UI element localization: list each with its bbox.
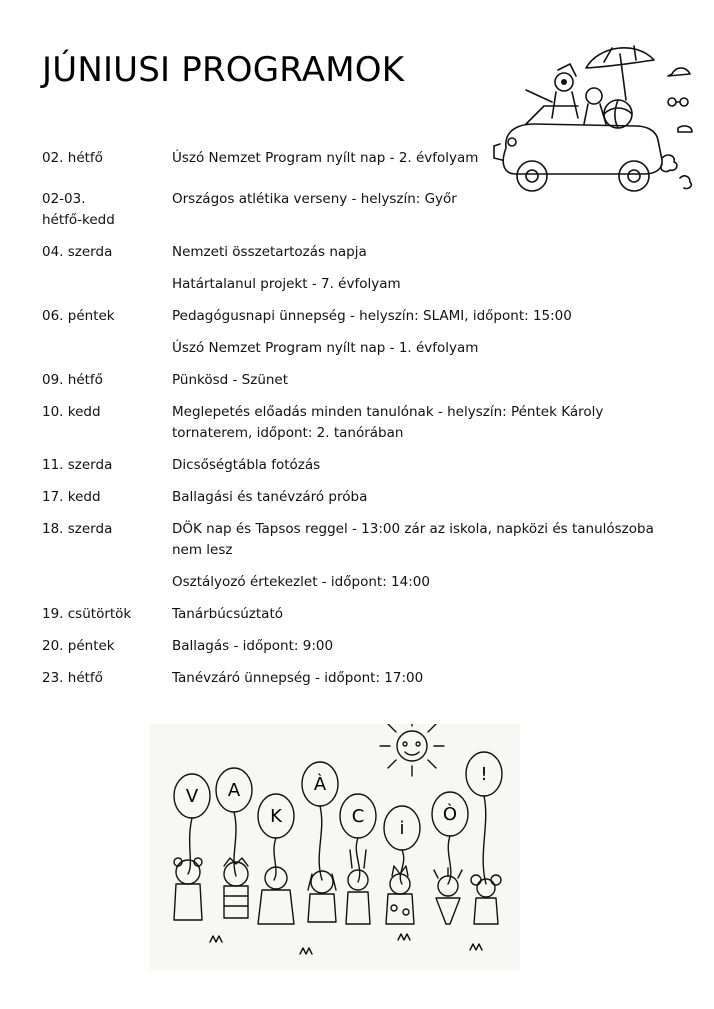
schedule-date: 09. hétfő [42,372,103,388]
schedule-row [42,402,682,444]
schedule-row [42,274,682,295]
balloon-letter: V [185,786,199,807]
schedule-date: 11. szerda [42,457,113,473]
schedule-row [42,242,682,263]
schedule-event: Úszó Nemzet Program nyílt nap - 2. évfolyam [172,150,479,166]
schedule-row [42,148,682,169]
schedule-event: Pünkösd - Szünet [172,372,289,388]
balloon-illustration [150,724,520,970]
schedule-event: Tanévzáró ünnepség - időpont: 17:00 [172,670,424,686]
schedule-row [42,487,682,508]
schedule-row [42,668,682,689]
balloon-letter: ! [480,764,488,785]
schedule-row [42,306,682,327]
page-title: JÚNIUSI PROGRAMOK [42,50,405,90]
schedule-row [42,338,682,359]
schedule-event: Országos atlétika verseny - helyszín: Győr [172,191,457,207]
program-schedule [42,148,682,689]
balloon-letter: À [313,774,327,795]
schedule-event: DÖK nap és Tapsos reggel - 13:00 zár az iskola, napközi és tanulószoba nem lesz [172,521,654,558]
schedule-date: 17. kedd [42,489,101,505]
schedule-date [42,338,172,359]
schedule-date [42,274,172,295]
schedule-row [42,519,682,561]
schedule-row [42,189,682,231]
schedule-date: 10. kedd [42,404,101,420]
schedule-event: Ballagás - időpont: 9:00 [172,638,334,654]
schedule-event: Dicsőségtábla fotózás [172,457,321,473]
schedule-event: Tanárbúcsúztató [172,606,284,622]
schedule-event: Osztályozó értekezlet - időpont: 14:00 [172,574,430,590]
schedule-date: 18. szerda [42,521,113,537]
schedule-date: 04. szerda [42,244,113,260]
schedule-event: Nemzeti összetartozás napja [172,244,367,260]
schedule-date: 02. hétfő [42,150,103,166]
schedule-date: 20. péntek [42,638,115,654]
balloon-letter: C [351,806,365,827]
schedule-date: 02-03. hétfő-kedd [42,191,115,228]
schedule-event: Pedagógusnapi ünnepség - helyszín: SLAMI, időpont: 15:00 [172,308,572,324]
balloon-letter: K [270,806,282,827]
schedule-date: 19. csütörtök [42,606,132,622]
schedule-event: Meglepetés előadás minden tanulónak - helyszín: Péntek Károly tornaterem, időpont: 2. tanórában [172,404,604,441]
schedule-row [42,572,682,593]
schedule-row [42,455,682,476]
schedule-date [42,572,172,593]
balloon-letter: Ò [442,804,458,825]
schedule-event: Ballagási és tanévzáró próba [172,489,368,505]
schedule-row [42,370,682,391]
schedule-row [42,636,682,657]
schedule-date: 06. péntek [42,308,115,324]
balloon-letter: i [399,818,405,839]
schedule-row [42,604,682,625]
schedule-event: Határtalanul projekt - 7. évfolyam [172,276,401,292]
schedule-event: Úszó Nemzet Program nyílt nap - 1. évfolyam [172,340,479,356]
balloon-letter: A [227,780,241,801]
schedule-date: 23. hétfő [42,670,103,686]
